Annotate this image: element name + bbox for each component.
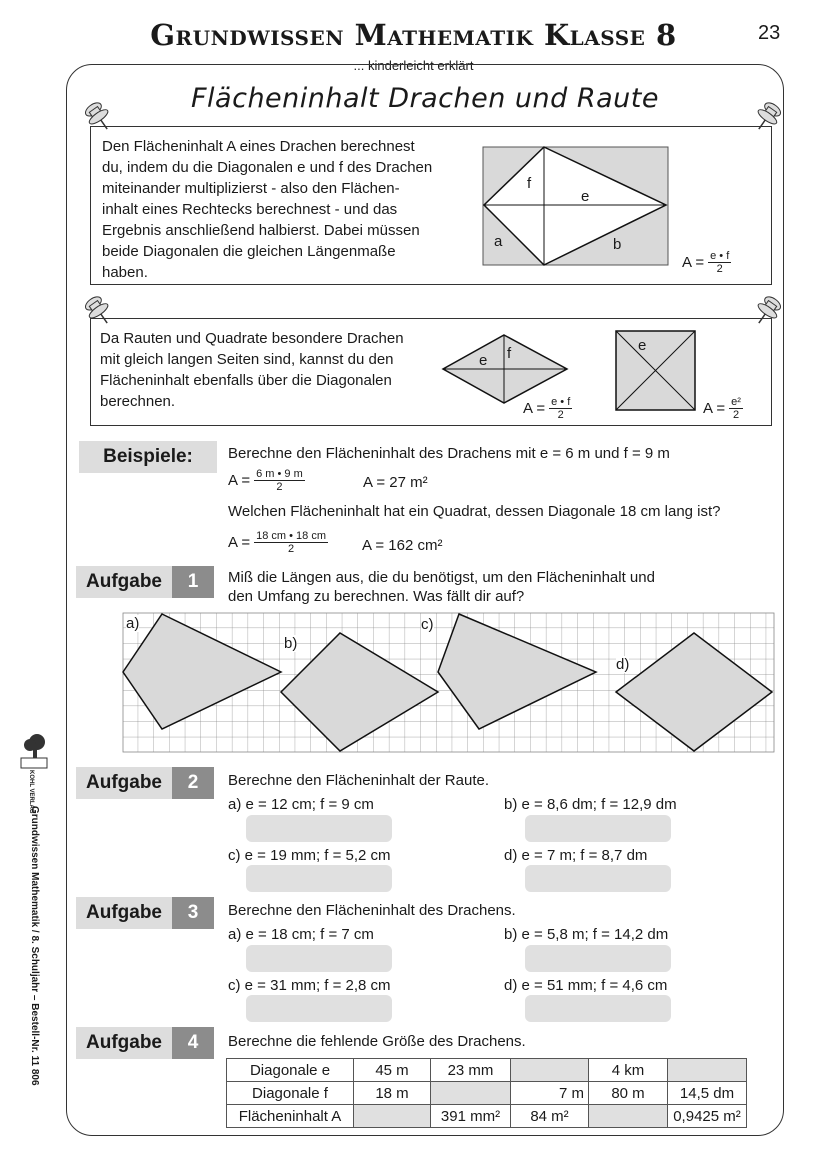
text-line: berechnen. <box>100 393 176 410</box>
aufgabe-4-table <box>226 1058 747 1128</box>
text-line: Da Rauten und Quadrate besondere Drachen <box>100 330 404 347</box>
table-cell: 7 m <box>511 1082 589 1105</box>
note-rhombus <box>90 318 772 426</box>
shape-label-b: b) <box>284 635 298 652</box>
aufgabe-4-number: 4 <box>172 1027 214 1059</box>
aufgabe-3-item-b: b) e = 5,8 m; f = 14,2 dm <box>504 926 669 943</box>
page-header-subtitle: ... kinderleicht erklärt <box>353 58 474 73</box>
page-header-title: Grundwissen Mathematik Klasse 8 <box>150 18 677 52</box>
aufgabe-4-text: Berechne die fehlende Größe des Drachens. <box>228 1033 526 1050</box>
pushpin-icon <box>748 292 788 328</box>
table-cell: 391 mm² <box>431 1105 511 1128</box>
table-cell-empty[interactable] <box>668 1059 747 1082</box>
aufgabe-2-label: Aufgabe <box>76 767 172 799</box>
example-question-1: Berechne den Flächeninhalt des Drachens mit e = 6 m und f = 9 m <box>228 445 670 462</box>
kite-label-e: e <box>581 188 590 205</box>
aufgabe-2-item-d: d) e = 7 m; f = 8,7 dm <box>504 847 648 864</box>
answer-field[interactable] <box>246 995 392 1022</box>
text-line: Den Flächeninhalt A eines Drachen berechnest <box>102 138 415 155</box>
square-label-e: e <box>638 337 647 354</box>
pushpin-icon <box>748 98 788 134</box>
note-rhombus-text <box>100 328 404 412</box>
square-diagram <box>614 329 698 413</box>
table-cell: 45 m <box>354 1059 431 1082</box>
aufgabe-2-item-c: c) e = 19 mm; f = 5,2 cm <box>228 847 391 864</box>
kite-formula: A = $\frac{e • f}{2}$ <box>682 250 730 275</box>
publisher-tree-logo-icon <box>17 730 49 770</box>
answer-field[interactable] <box>246 815 392 842</box>
table-cell: 14,5 dm <box>668 1082 747 1105</box>
text-line: Flächeninhalt ebenfalls über die Diagonalen <box>100 372 392 389</box>
answer-field[interactable] <box>246 865 392 892</box>
rhombus-formula: A = $\frac{e • f}{2}$ <box>523 396 571 421</box>
example-result-1: A = 27 m² <box>363 474 428 491</box>
shape-label-c: c) <box>421 616 434 633</box>
aufgabe-3-label: Aufgabe <box>76 897 172 929</box>
text-line: du, indem du die Diagonalen e und f des Drachen <box>102 159 433 176</box>
kite-label-f: f <box>527 175 532 192</box>
aufgabe-3-item-d: d) e = 51 mm; f = 4,6 cm <box>504 977 668 994</box>
publisher-logo-text: KOHL VERLAG <box>28 770 34 814</box>
table-cell: 80 m <box>589 1082 668 1105</box>
table-cell: Flächeninhalt A <box>227 1105 354 1128</box>
page-number: 23 <box>758 22 781 44</box>
answer-field[interactable] <box>525 995 671 1022</box>
example-result-2: A = 162 cm² <box>362 537 443 554</box>
table-cell-empty[interactable] <box>589 1105 668 1128</box>
table-cell-empty[interactable] <box>511 1059 589 1082</box>
main-title: Flächeninhalt Drachen und Raute <box>191 83 659 114</box>
table-cell: 23 mm <box>431 1059 511 1082</box>
beispiele-label: Beispiele: <box>79 441 217 473</box>
table-cell-empty[interactable] <box>431 1082 511 1105</box>
table-cell-empty[interactable] <box>354 1105 431 1128</box>
aufgabe-3-number: 3 <box>172 897 214 929</box>
text-line: haben. <box>102 264 148 281</box>
aufgabe-2-number: 2 <box>172 767 214 799</box>
table-cell: 84 m² <box>511 1105 589 1128</box>
aufgabe-1-number: 1 <box>172 566 214 598</box>
answer-field[interactable] <box>525 815 671 842</box>
square-formula: A = $\frac{\text{e²}}{2}$ <box>703 396 741 421</box>
table-cell: 0,9425 m² <box>668 1105 747 1128</box>
table-row <box>227 1082 747 1105</box>
answer-field[interactable] <box>525 945 671 972</box>
text-line: beide Diagonalen die gleichen Längenmaße <box>102 243 396 260</box>
example-question-2: Welchen Flächeninhalt hat ein Quadrat, dessen Diagonale 18 cm lang ist? <box>228 503 721 520</box>
shape-label-d: d) <box>616 656 630 673</box>
example-formula-1: A = $\frac{6 m • 9 m}{2}$ <box>228 468 303 493</box>
table-row <box>227 1059 747 1082</box>
aufgabe-3-text: Berechne den Flächeninhalt des Drachens. <box>228 902 516 919</box>
kite-label-a: a <box>494 233 503 250</box>
publisher-footer-text: Grundwissen Mathematik / 8. Schuljahr – Bestell-Nr. 11 806 <box>29 806 40 1086</box>
aufgabe-1-label: Aufgabe <box>76 566 172 598</box>
kite-label-b: b <box>613 236 622 253</box>
note-kite-text <box>102 136 432 283</box>
aufgabe-2-item-b: b) e = 8,6 dm; f = 12,9 dm <box>504 796 677 813</box>
aufgabe-4-label: Aufgabe <box>76 1027 172 1059</box>
pushpin-icon <box>78 292 118 328</box>
kite-diagram <box>481 145 671 267</box>
text-line: inhalt eines Rechtecks berechnest - und das <box>102 201 398 218</box>
example-formula-2: A = $\frac{18 cm • 18 cm}{2}$ <box>228 530 326 555</box>
table-cell: Diagonale e <box>227 1059 354 1082</box>
aufgabe-3-item-c: c) e = 31 mm; f = 2,8 cm <box>228 977 391 994</box>
note-kite <box>90 126 772 285</box>
text-line: mit gleich langen Seiten sind, kannst du den <box>100 351 394 368</box>
aufgabe-2-item-a: a) e = 12 cm; f = 9 cm <box>228 796 374 813</box>
measurement-grid <box>122 612 775 753</box>
text-line: miteinander multiplizierst - also den Flächen- <box>102 180 400 197</box>
table-cell: 4 km <box>589 1059 668 1082</box>
text-line: Ergebnis anschließend halbierst. Dabei müssen <box>102 222 420 239</box>
answer-field[interactable] <box>525 865 671 892</box>
answer-field[interactable] <box>246 945 392 972</box>
rhombus-label-e: e <box>479 352 488 369</box>
aufgabe-2-text: Berechne den Flächeninhalt der Raute. <box>228 772 490 789</box>
rhombus-label-f: f <box>507 345 512 362</box>
aufgabe-3-item-a: a) e = 18 cm; f = 7 cm <box>228 926 374 943</box>
shape-label-a: a) <box>126 615 140 632</box>
table-row <box>227 1105 747 1128</box>
pushpin-icon <box>78 98 118 134</box>
table-cell: Diagonale f <box>227 1082 354 1105</box>
table-cell: 18 m <box>354 1082 431 1105</box>
aufgabe-1-text: Miß die Längen aus, die du benötigst, um den Flächeninhalt und den Umfang zu berechnen. Was fällt dir auf? <box>228 569 655 605</box>
